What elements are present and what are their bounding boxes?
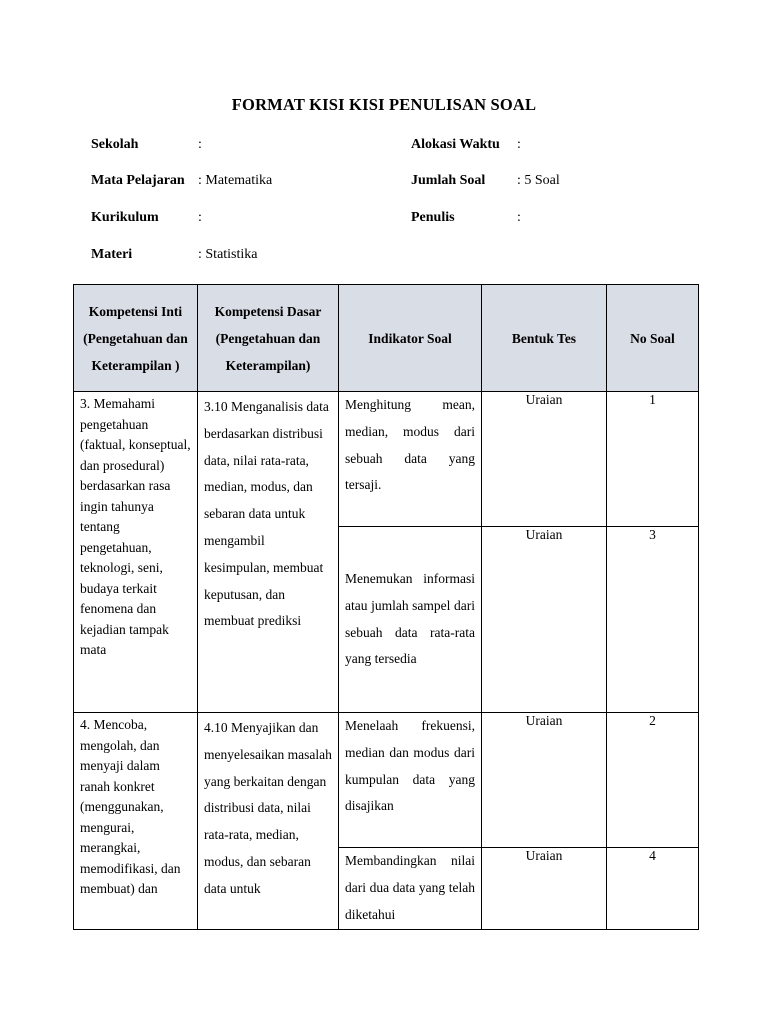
materi-value: : Statistika — [198, 247, 258, 262]
alokasi-label: Alokasi Waktu — [411, 137, 500, 152]
jumlah-value: : 5 Soal — [517, 173, 560, 188]
indikator-cell — [339, 527, 482, 713]
ki3-cell — [74, 392, 198, 713]
bentuk-cell: Uraian — [482, 848, 607, 930]
header-kompetensi-dasar: Kompetensi Dasar (Pengetahuan dan Keterampilan) — [198, 285, 339, 392]
indikator-text: Menelaah frekuensi, median dan modus dari kumpulan data yang disajikan — [345, 718, 475, 814]
header-indikator-soal: Indikator Soal — [339, 285, 482, 392]
table-header-row — [74, 285, 699, 392]
mapel-value: : Matematika — [198, 173, 273, 188]
materi-label: Materi — [91, 247, 133, 262]
bentuk-cell: Uraian — [482, 713, 607, 848]
info-mata-pelajaran — [91, 173, 391, 193]
kd4-cell — [198, 713, 339, 930]
kurikulum-value: : — [198, 210, 202, 225]
info-sekolah — [91, 137, 391, 157]
indikator-text: Menemukan informasi atau jumlah sampel dari sebuah data rata-rata yang tersedia — [345, 570, 475, 667]
kd4-text: 4.10 Menyajikan dan menyelesaikan masalah yang berkaitan dengan distribusi data, nilai rata-rata, median, modus, dan sebaran data untuk — [204, 720, 332, 896]
no-soal-cell: 2 — [607, 713, 699, 848]
ki3-text: 3. Memahami pengetahuan (faktual, konseptual, dan prosedural) berdasarkan rasa ingin tahunya tentang pengetahuan, teknologi, seni, budaya terkait fenomena dan kejadian tampak mata — [80, 396, 191, 657]
penulis-value: : — [517, 210, 521, 225]
document-title: FORMAT KISI KISI PENULISAN SOAL — [231, 95, 537, 114]
info-materi — [91, 247, 391, 267]
header-kompetensi-inti: Kompetensi Inti (Pengetahuan dan Keterampilan ) — [74, 285, 198, 392]
info-alokasi-waktu — [411, 137, 661, 157]
header-no-soal: No Soal — [607, 285, 699, 392]
mapel-label: Mata Pelajaran — [91, 173, 185, 188]
alokasi-value: : — [517, 137, 521, 152]
kurikulum-label: Kurikulum — [91, 210, 159, 225]
sekolah-label: Sekolah — [91, 137, 139, 152]
indikator-text: Membandingkan nilai dari dua data yang telah diketahui — [345, 853, 475, 922]
indikator-cell — [339, 848, 482, 930]
kd3-cell — [198, 392, 339, 713]
indikator-text: Menghitung mean, median, modus dari sebuah data yang tersaji. — [345, 397, 475, 493]
kisi-kisi-table — [73, 284, 699, 930]
jumlah-label: Jumlah Soal — [411, 173, 486, 188]
no-soal-cell: 3 — [607, 527, 699, 713]
penulis-label: Penulis — [411, 210, 455, 225]
table-row — [74, 713, 699, 848]
table-row — [74, 392, 699, 527]
no-soal-cell: 4 — [607, 848, 699, 930]
kd3-text: 3.10 Menganalisis data berdasarkan distribusi data, nilai rata-rata, median, modus, dan sebaran data untuk mengambil kesimpulan, membuat keputusan, dan membuat prediksi — [204, 399, 329, 629]
indikator-cell — [339, 392, 482, 527]
header-bentuk-tes: Bentuk Tes — [482, 285, 607, 392]
ki4-text: 4. Mencoba, mengolah, dan menyaji dalam ranah konkret (menggunakan, mengurai, merangkai, memodifikasi, dan membuat) dan — [80, 717, 181, 896]
info-kurikulum — [91, 210, 391, 230]
info-jumlah-soal — [411, 173, 661, 193]
ki4-cell — [74, 713, 198, 930]
no-soal-cell: 1 — [607, 392, 699, 527]
indikator-cell — [339, 713, 482, 848]
sekolah-value: : — [198, 137, 202, 152]
bentuk-cell: Uraian — [482, 392, 607, 527]
info-penulis — [411, 210, 661, 230]
bentuk-cell: Uraian — [482, 527, 607, 713]
